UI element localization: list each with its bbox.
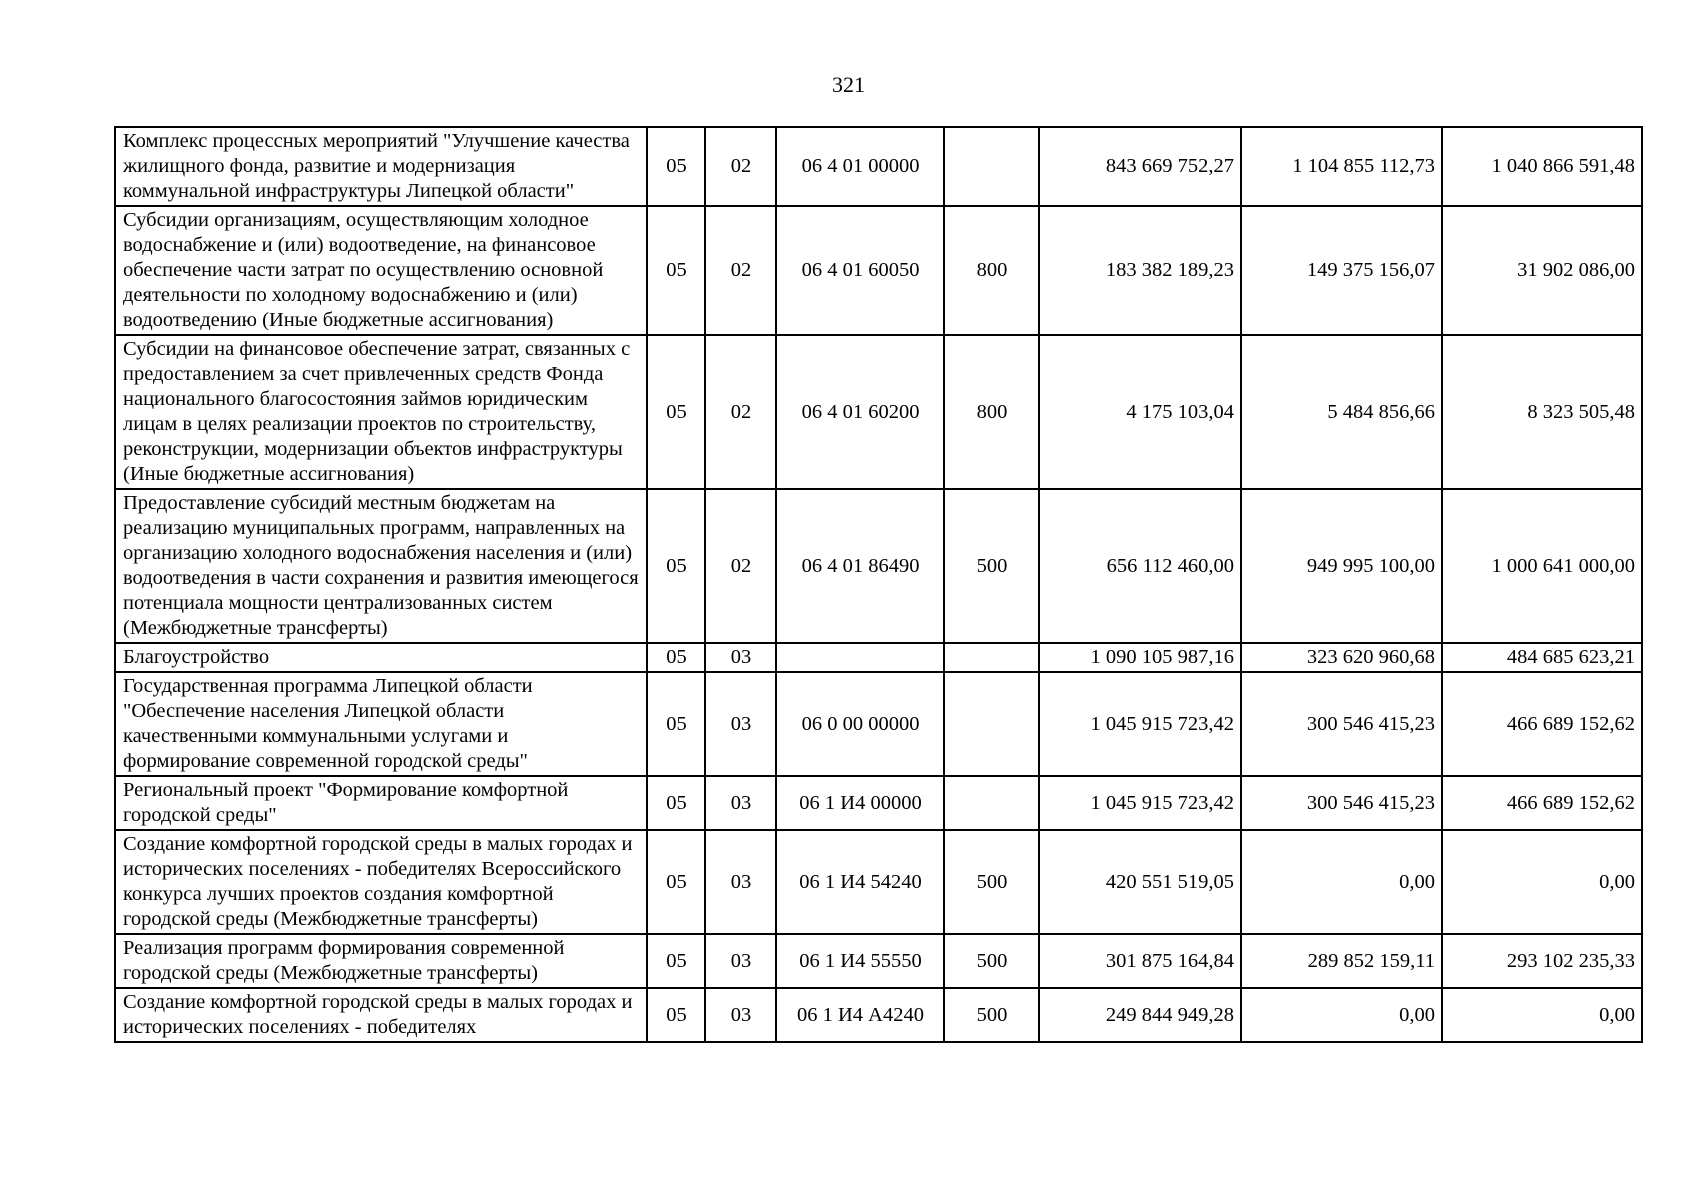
cell-subsection: 02: [705, 206, 776, 335]
page-number: 321: [832, 72, 865, 97]
table-row: [115, 335, 1642, 489]
cell-section: 05: [647, 934, 705, 988]
budget-table: [114, 126, 1643, 1043]
cell-target-article: 06 4 01 00000: [776, 127, 944, 206]
cell-amount-1: 249 844 949,28: [1039, 988, 1241, 1042]
cell-section: 05: [647, 643, 705, 672]
cell-amount-3: 1 000 641 000,00: [1442, 489, 1642, 643]
cell-amount-1: 843 669 752,27: [1039, 127, 1241, 206]
cell-name: Региональный проект "Формирование комфортной городской среды": [115, 776, 647, 830]
cell-target-article: 06 1 И4 54240: [776, 830, 944, 934]
cell-expense-type: [944, 127, 1039, 206]
cell-amount-2: 0,00: [1241, 988, 1442, 1042]
cell-target-article: 06 1 И4 А4240: [776, 988, 944, 1042]
cell-amount-1: 656 112 460,00: [1039, 489, 1241, 643]
cell-amount-1: 420 551 519,05: [1039, 830, 1241, 934]
cell-expense-type: 500: [944, 988, 1039, 1042]
cell-amount-3: 1 040 866 591,48: [1442, 127, 1642, 206]
cell-amount-3: 0,00: [1442, 830, 1642, 934]
cell-target-article: 06 1 И4 55550: [776, 934, 944, 988]
cell-amount-3: 466 689 152,62: [1442, 672, 1642, 776]
cell-name: Реализация программ формирования современной городской среды (Межбюджетные трансферты): [115, 934, 647, 988]
cell-amount-1: 183 382 189,23: [1039, 206, 1241, 335]
cell-target-article: 06 4 01 60200: [776, 335, 944, 489]
cell-amount-2: 1 104 855 112,73: [1241, 127, 1442, 206]
table-row: [115, 830, 1642, 934]
cell-target-article: 06 0 00 00000: [776, 672, 944, 776]
cell-target-article: [776, 643, 944, 672]
cell-name: Создание комфортной городской среды в малых городах и исторических поселениях - победителях Всероссийского конкурса лучших проектов создания комфортной городской среды (Межбюджетные трансферты): [115, 830, 647, 934]
cell-amount-3: 293 102 235,33: [1442, 934, 1642, 988]
cell-section: 05: [647, 672, 705, 776]
cell-amount-2: 300 546 415,23: [1241, 776, 1442, 830]
cell-name: Предоставление субсидий местным бюджетам на реализацию муниципальных программ, направленных на организацию холодного водоснабжения населения и (или) водоотведения в части сохранения и развития имеющегося потенциала мощности централизованных систем (Межбюджетные трансферты): [115, 489, 647, 643]
cell-amount-3: 0,00: [1442, 988, 1642, 1042]
cell-subsection: 03: [705, 830, 776, 934]
cell-target-article: 06 1 И4 00000: [776, 776, 944, 830]
cell-name: Комплекс процессных мероприятий "Улучшение качества жилищного фонда, развитие и модернизация коммунальной инфраструктуры Липецкой области": [115, 127, 647, 206]
cell-amount-2: 949 995 100,00: [1241, 489, 1442, 643]
cell-expense-type: 500: [944, 489, 1039, 643]
table-row: [115, 489, 1642, 643]
cell-expense-type: [944, 776, 1039, 830]
cell-section: 05: [647, 988, 705, 1042]
cell-target-article: 06 4 01 86490: [776, 489, 944, 643]
cell-expense-type: 500: [944, 830, 1039, 934]
table-row: [115, 206, 1642, 335]
cell-expense-type: 800: [944, 206, 1039, 335]
cell-subsection: 02: [705, 127, 776, 206]
table-row: [115, 988, 1642, 1042]
cell-amount-2: 289 852 159,11: [1241, 934, 1442, 988]
cell-amount-1: 1 045 915 723,42: [1039, 672, 1241, 776]
cell-subsection: 03: [705, 672, 776, 776]
cell-name: Субсидии организациям, осуществляющим холодное водоснабжение и (или) водоотведение, на финансовое обеспечение части затрат по осуществлению основной деятельности по холодному водоснабжению и (или) водоотведению (Иные бюджетные ассигнования): [115, 206, 647, 335]
cell-amount-1: 4 175 103,04: [1039, 335, 1241, 489]
cell-subsection: 02: [705, 489, 776, 643]
cell-amount-2: 149 375 156,07: [1241, 206, 1442, 335]
table-row: [115, 643, 1642, 672]
table-row: [115, 776, 1642, 830]
cell-amount-3: 466 689 152,62: [1442, 776, 1642, 830]
cell-amount-2: 5 484 856,66: [1241, 335, 1442, 489]
table-row: [115, 127, 1642, 206]
cell-name: Государственная программа Липецкой области "Обеспечение населения Липецкой области качественными коммунальными услугами и формирование современной городской среды": [115, 672, 647, 776]
cell-section: 05: [647, 776, 705, 830]
cell-expense-type: [944, 672, 1039, 776]
cell-name: Создание комфортной городской среды в малых городах и исторических поселениях - победителях: [115, 988, 647, 1042]
cell-amount-2: 323 620 960,68: [1241, 643, 1442, 672]
cell-expense-type: 500: [944, 934, 1039, 988]
table-body: [115, 127, 1642, 1042]
cell-subsection: 03: [705, 934, 776, 988]
cell-amount-1: 1 090 105 987,16: [1039, 643, 1241, 672]
cell-amount-2: 300 546 415,23: [1241, 672, 1442, 776]
cell-subsection: 03: [705, 988, 776, 1042]
cell-section: 05: [647, 489, 705, 643]
cell-section: 05: [647, 127, 705, 206]
cell-amount-1: 301 875 164,84: [1039, 934, 1241, 988]
cell-subsection: 02: [705, 335, 776, 489]
cell-amount-3: 484 685 623,21: [1442, 643, 1642, 672]
table-row: [115, 934, 1642, 988]
cell-section: 05: [647, 335, 705, 489]
cell-name: Благоустройство: [115, 643, 647, 672]
cell-section: 05: [647, 830, 705, 934]
cell-expense-type: 800: [944, 335, 1039, 489]
cell-subsection: 03: [705, 776, 776, 830]
table-row: [115, 672, 1642, 776]
cell-name: Субсидии на финансовое обеспечение затрат, связанных с предоставлением за счет привлеченных средств Фонда национального благосостояния займов юридическим лицам в целях реализации проектов по строительству, реконструкции, модернизации объектов инфраструктуры (Иные бюджетные ассигнования): [115, 335, 647, 489]
cell-section: 05: [647, 206, 705, 335]
cell-amount-3: 8 323 505,48: [1442, 335, 1642, 489]
cell-amount-3: 31 902 086,00: [1442, 206, 1642, 335]
cell-subsection: 03: [705, 643, 776, 672]
cell-amount-1: 1 045 915 723,42: [1039, 776, 1241, 830]
cell-expense-type: [944, 643, 1039, 672]
cell-amount-2: 0,00: [1241, 830, 1442, 934]
cell-target-article: 06 4 01 60050: [776, 206, 944, 335]
